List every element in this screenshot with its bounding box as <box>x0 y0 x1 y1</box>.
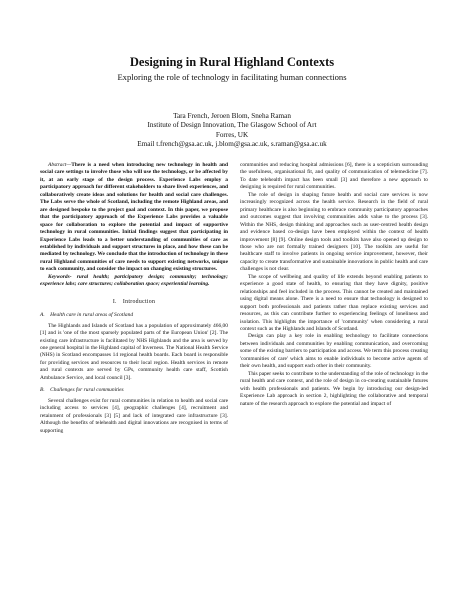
paper-title: Designing in Rural Highland Contexts <box>129 55 335 69</box>
abstract <box>40 162 228 274</box>
author-block <box>0 112 464 150</box>
paragraph-role-of-design: The role of design in shaping future health and social care services is now increasingly recognized across the health service. Research in the field of rural primary healthcare is also beginning to embrace community participatory approaches and outcomes suggest that involving communities adds value to the process [3]. Within the NHS, design thinking and approaches such as user-centred health design and evidence based co-design have been employed within the context of health improvement [8] [9]. Online design tools and toolkits have also opened up design to those who are not formally trained designers [10]. The toolkits are useful for healthcare staff to involve patients in ongoing service improvement, however, their capacity to create transformative and sustainable innovations in public health and care challenges is not clear. <box>240 191 428 273</box>
paragraph-continued: communities and reducing hospital admissions [6], there is a scepticism surrounding the usefulness, organisational fit, and quality of communication of telemedicine [7]. To date telehealth impact has been small [3] and therefore a new approach to designing is required for rural communities. <box>240 162 428 191</box>
paragraph-design-key-role: Design can play a key role in enabling technology to facilitate connections between individuals and communities by enabling communication, and overcoming some of the existing barriers to participation and access. We term this process creating 'communities of care' which aims to enable individuals to become active agents of their own health, and support each other in their community. <box>240 333 428 370</box>
abstract-lead: Abstract— <box>48 162 72 168</box>
left-column <box>40 162 228 435</box>
paper-subtitle: Exploring the role of technology in facilitating human connections <box>117 72 347 82</box>
paragraph-wellbeing: The scope of wellbeing and quality of life extends beyond enabling patients to experience a good state of health, to ensuring that they have dignity, positive relationships and feel included in the process. This cannot be created and maintained using digital means alone. There is a need to ensure that technology is designed to support both professionals and patients rather than replace existing services and resources, as this can contribute further to experiencing feelings of loneliness and isolation. This highlights the importance of 'community' when considering a rural context such as the Highlands and Islands of Scotland. <box>240 273 428 332</box>
author-location: Forres, UK <box>215 130 249 139</box>
paragraph-paper-aim: This paper seeks to contribute to the understanding of the role of technology in the rural health and care context, and the role of design in co-creating sustainable futures with health professionals and patients. We begin by introducing our design-led Experience Lab approach in section 2, highlighting the collaborative and temporal nature of the research approach to explore the potential and impact of <box>240 370 428 407</box>
paragraph-challenges: Several challenges exist for rural communities in relation to health and social care including access to services [4], geographic challenges [4], recruitment and retainment of professionals [3] [5] and lack of integrated care infrastructure [3]. Although the benefits of telehealth and digital innovations are recognised in terms of supporting <box>40 397 228 434</box>
section-heading-introduction: I. Introduction <box>112 298 156 305</box>
subsection-heading-a: A. Health care in rural areas of Scotland <box>40 312 134 319</box>
author-email: Email t.french@gsa.ac.uk, j.blom@gsa.ac.uk, s.raman@gsa.ac.uk <box>137 140 327 149</box>
keywords: Keywords- rural health; participatory design; community; technology; experience labs; care structures; collaboration space; experiential learning. <box>40 273 228 288</box>
subsection-heading-b: B. Challenges for rural communities <box>40 387 124 394</box>
right-column <box>240 162 428 408</box>
author-names: Tara French, Jeroen Blom, Sneha Raman <box>173 112 291 120</box>
abstract-text: There is a need when introducing new technology in health and social care settings to involve those who will use the technology, or be affected by it, at an early stage of the design process. Experience Labs employ a participatory approach for different stakeholders to share lived experiences, and collaboratively create ideas and solutions for health and social care challenges. The Labs serve the whole of Scotland, including the remote Highland areas, and are designed bespoke to the project goal and context. In this paper, we propose that the participatory approach of the Experience Labs provides a valuable space for collaboration to explore the potential and impact of supportive technology in rural communities. Initial findings suggest that participating in Experience Labs leads to a better understanding of communities of care as established by individuals and support structures in place, and how these can be mediated by technology. We conclude that the introduction of technology in these rural Highland communities of care needs to support existing networks, unique to each community, and consider the impact on changing existing structures. <box>40 162 228 273</box>
author-affiliation: Institute of Design Innovation, The Glasgow School of Art <box>147 121 317 130</box>
paragraph-health-care: The Highlands and Islands of Scotland has a population of approximately 466,00 [1] and is 'one of the most sparsely populated parts of the European Union' [2]. The existing care infrastructure is facilitated by NHS Highlands and the area is served by one general hospital in the Highland capital of Inverness. The National Health Service (NHS) in Scotland encompasses 14 regional health boards. Each board is responsible for providing services and resources to their local region. Health services in remote and rural contexts are served by GPs, community health care staff, Scottish Ambulance Service, and local council [3]. <box>40 322 228 381</box>
